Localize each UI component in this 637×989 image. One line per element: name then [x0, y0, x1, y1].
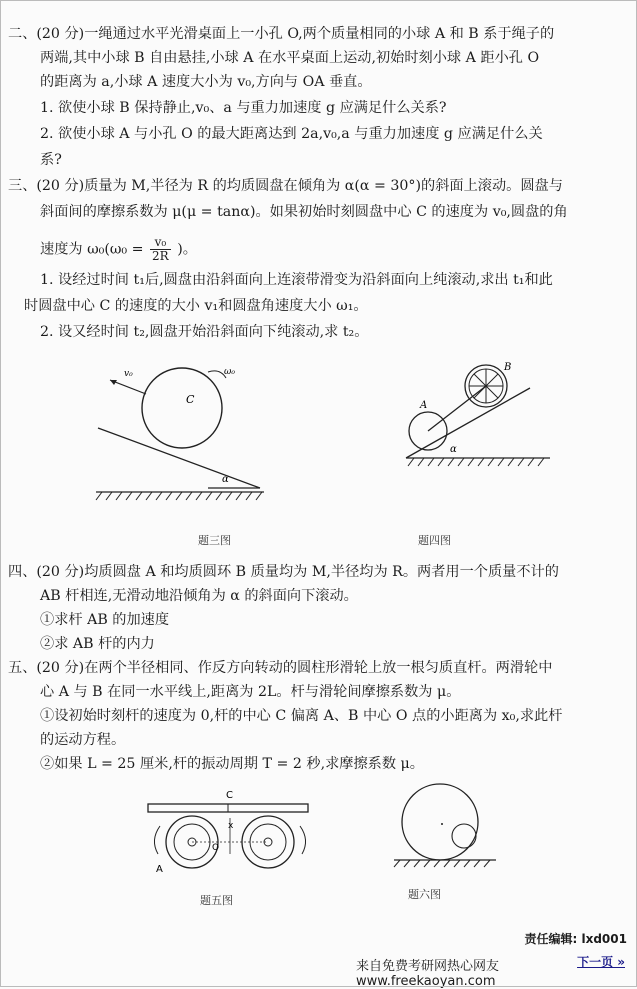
problem3-line1: 三、(20 分)质量为 M,半径为 R 的均质圆盘在倾角为 α(α = 30°)的斜面上滚动。圆盘与	[8, 178, 563, 194]
editor-credit: 责任编辑: lxd001	[524, 932, 627, 946]
problem3-line3	[40, 236, 637, 263]
problem4-q1: ①求杆 AB 的加速度	[40, 612, 170, 628]
fig5-label-x: x	[228, 821, 234, 831]
fig5-caption: 题五图	[200, 894, 233, 907]
fig6-center-dot	[441, 823, 443, 825]
fig4-incline	[406, 388, 530, 458]
problem2-q2b: 系?	[40, 152, 62, 168]
fig3-label-c: C	[186, 393, 195, 406]
problem5-line1: 五、(20 分)在两个半径相同、作反方向转动的圆柱形滑轮上放一根匀质直杆。两滑轮中	[8, 660, 553, 676]
fig4-label-a: A	[420, 400, 428, 411]
fraction-denominator: 2R	[152, 249, 169, 263]
fig5-label-c: C	[226, 790, 233, 801]
problem3-q1b: 时圆盘中心 C 的速度的大小 v₁和圆盘角速度大小 ω₁。	[24, 298, 368, 314]
fig4-rod-ab	[428, 386, 486, 431]
problem4-line2: AB 杆相连,无滑动地沿倾角为 α 的斜面向下滚动。	[40, 588, 358, 604]
fig3-diagram	[88, 358, 268, 508]
problem2-q2a: 2. 欲使小球 A 与小孔 O 的最大距离达到 2a,v₀,a 与重力加速度 g 应满足什么关	[40, 126, 543, 142]
problem2-line2: 两端,其中小球 B 自由悬挂,小球 A 在水平桌面上运动,初始时刻小球 A 距小孔 O	[40, 50, 540, 66]
problem3-q1a: 1. 设经过时间 t₁后,圆盘由沿斜面向上连滚带滑变为沿斜面向上纯滚动,求出 t₁和此	[40, 272, 553, 288]
problem3-q2: 2. 设又经时间 t₂,圆盘开始沿斜面向下纯滚动,求 t₂。	[40, 324, 369, 340]
fig6-diagram	[390, 778, 500, 868]
fig3-hatch	[96, 492, 262, 500]
fig6-outer-circle	[402, 784, 478, 860]
problem2-line3: 的距离为 a,小球 A 速度大小为 v₀,方向与 OA 垂直。	[40, 74, 372, 90]
fig6-inner-circle	[452, 824, 476, 848]
problem5-q2: ②如果 L = 25 厘米,杆的振动周期 T = 2 秒,求摩擦系数 μ。	[40, 756, 424, 772]
fig3-label-v: v₀	[124, 369, 133, 379]
fig6-caption: 题六图	[408, 888, 441, 901]
fig3-label-w: ω₀	[224, 367, 235, 377]
fig4-label-b: B	[504, 362, 512, 373]
problem4-q2: ②求 AB 杆的内力	[40, 636, 155, 652]
problem2-line1: 二、(20 分)一绳通过水平光滑桌面上一小孔 O,两个质量相同的小球 A 和 B 系于绳子的	[8, 26, 555, 42]
problem5-q1b: 的运动方程。	[40, 732, 126, 748]
fig5-rotation-a	[154, 826, 160, 854]
fig4-label-alpha: α	[450, 444, 457, 455]
problem4-line1: 四、(20 分)均质圆盘 A 和均质圆环 B 质量均为 M,半径均为 R。两者用一个质量不计的	[8, 564, 559, 580]
source-credit: 来自免费考研网热心网友 www.freekaoyan.com	[356, 959, 500, 989]
fig5-diagram	[140, 784, 320, 876]
fig3-caption: 题三图	[198, 534, 231, 547]
fig5-label-o: O	[212, 843, 220, 853]
problem5-q1a: ①设初始时刻杆的速度为 0,杆的中心 C 偏离 A、B 中心 O 点的小距离为 x₀,求此杆	[40, 708, 563, 724]
fraction-numerator: v₀	[150, 236, 171, 250]
fig4-caption: 题四图	[418, 534, 451, 547]
problem2-q1: 1. 欲使小球 B 保持静止,v₀、a 与重力加速度 g 应满足什么关系?	[40, 100, 447, 116]
fig3-incline	[98, 428, 260, 488]
fig6-hatch	[394, 860, 490, 867]
next-page-link[interactable]: 下一页 »	[577, 955, 625, 969]
fig5-rotation-b	[300, 826, 306, 854]
fig5-label-a: A	[156, 864, 163, 875]
fig4-diagram	[398, 358, 558, 478]
fig3-disk	[142, 368, 222, 448]
problem3-line3-suffix: )。	[177, 241, 197, 258]
problem3-line3-prefix: 速度为 ω₀(ω₀ =	[40, 241, 144, 258]
omega-fraction	[150, 236, 171, 263]
fig3-label-alpha: α	[222, 474, 229, 485]
problem5-line2: 心 A 与 B 在同一水平线上,距离为 2L。杆与滑轮间摩擦系数为 μ。	[40, 684, 461, 700]
fig4-hatch	[408, 458, 544, 466]
problem3-line2: 斜面间的摩擦系数为 μ(μ = tanα)。如果初始时刻圆盘中心 C 的速度为 v₀,圆盘的角	[40, 204, 568, 220]
